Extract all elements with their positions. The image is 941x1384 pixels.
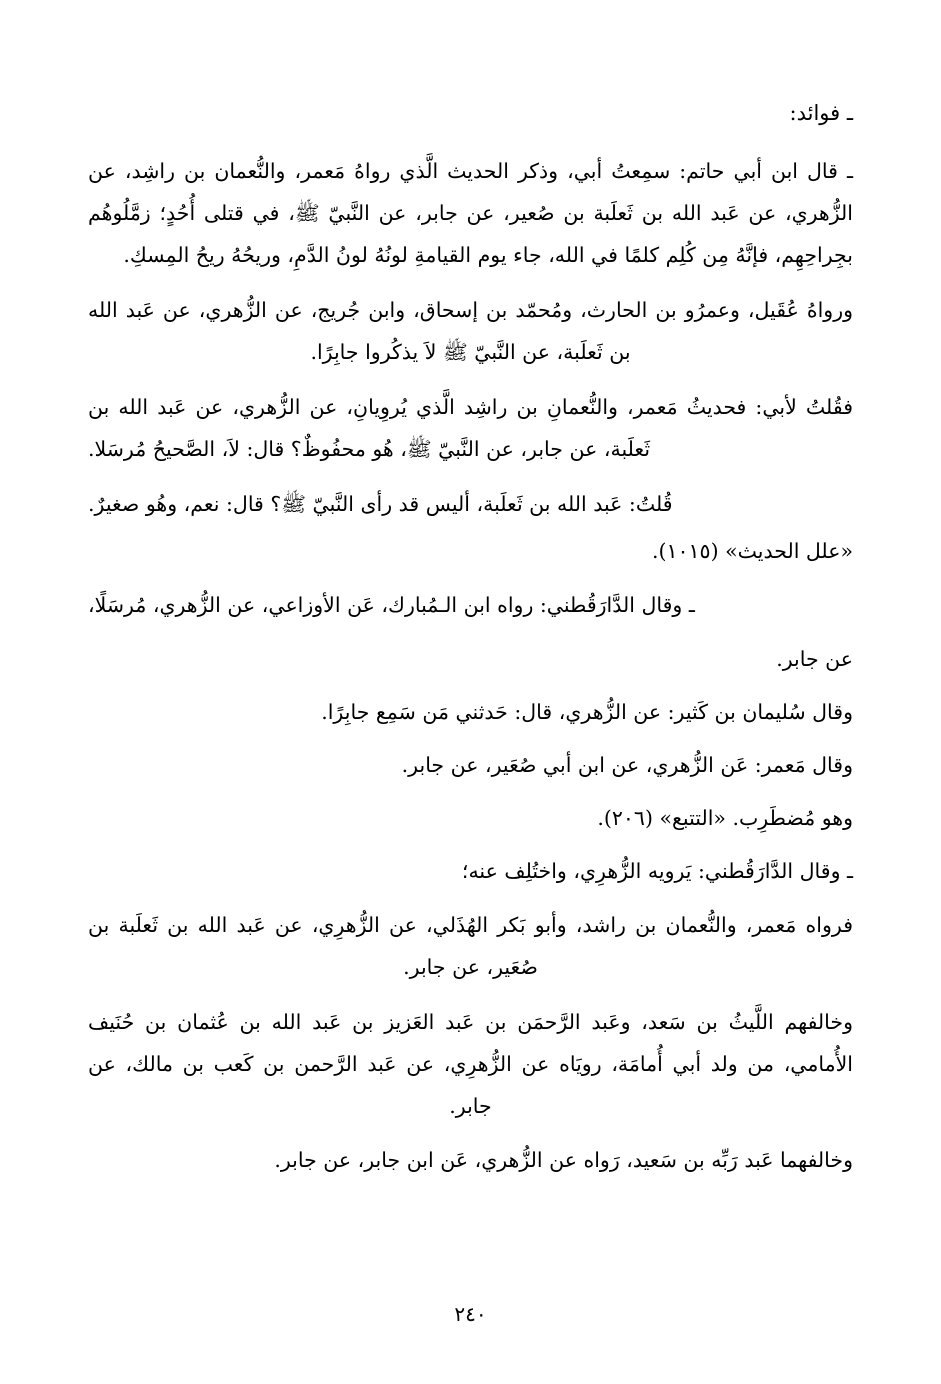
source-reference-ilal-hadith: «علل الحديث» (١٠١٥). (652, 538, 853, 563)
paragraph-10: وهو مُضطَرِب. «التتبع» (٢٠٦). (597, 805, 853, 830)
paragraph-12: فرواه مَعمر، والنُّعمان بن راشد، وأبو بَكر الهُذَلي، عن الزُّهرِي، عن عَبد الله بن ثَعلَبة بن صُعَير، عن جابر. (88, 912, 853, 979)
paragraph-8: وقال سُليمان بن كَثير: عن الزُّهري، قال: حَدثني مَن سَمِع جابِرًا. (321, 699, 853, 724)
paragraph-13: وخالفهم اللَّيثُ بن سَعد، وعَبد الرَّحمَن بن عَبد العَزيز بن عَبد الله بن عُثمان بن حُنَيف الأُمامي، من ولد أبي أُمامَة، رويَاه عن الزُّهرِي، عن عَبد الرَّحمن بن كَعب بن مالك، عن جابر. (88, 1009, 854, 1118)
paragraph-2: ورواهُ عُقَيل، وعمرُو بن الحارث، ومُحمّد بن إسحاق، وابن جُريج، عن الزُّهري، عن عَبد الله بن ثَعلَبة، عن النَّبيّ ﷺ لاَ يذكُروا جابِرًا. (88, 297, 853, 364)
paragraph-3: فقُلتُ لأبي: فحديثُ مَعمر، والنُّعمانِ بن راشِد الَّذي يُروِيانِ، عن الزُّهري، عن عَبد الله بن ثَعلَبة، عن جابر، عن النَّبيّ ﷺ، هُو محفُوظٌ؟ قال: لاَ، الصَّحيحُ مُرسَلا. (88, 394, 853, 461)
section-heading: ـ فوائد: (789, 101, 853, 125)
paragraph-14: وخالفهما عَبد رَبِّه بن سَعيد، رَواه عن الزُّهري، عَن ابن جابر، عن جابر. (274, 1147, 853, 1172)
paragraph-4: قُلتُ: عَبد الله بن ثَعلَبة، أليس قد رأى النَّبيّ ﷺ؟ قال: نعم، وهُو صغيرٌ. (88, 491, 673, 516)
paragraph-9: وقال مَعمر: عَن الزُّهري، عن ابن أبي صُعَير، عن جابر. (401, 752, 853, 777)
paragraph-11: ـ وقال الدَّارَقُطني: يَرويه الزُّهرِي، واختُلِف عنه؛ (461, 858, 853, 883)
paragraph-7: عن جابر. (776, 646, 853, 671)
paragraph-6: ـ وقال الدَّارَقُطني: رواه ابن الـمُبارك، عَن الأوزاعي، عن الزُّهري، مُرسَلًا، (88, 592, 695, 617)
paragraph-1: ـ قال ابن أبي حاتم: سمِعتُ أبي، وذكر الحديث الَّذي رواهُ مَعمر، والنُّعمان بن راشِد، عن الزُّهري، عن عَبد الله بن ثَعلَبة بن صُعير، عن جابر، عن النَّبيّ ﷺ، في قتلى أُحُدٍ؛ زمَّلُوهُم بجِراحِهِم، فإنَّهُ مِن كُلِم كلمًا في الله، جاء يوم القيامةِ لونُهُ لونُ الدَّمِ، وريحُهُ ريحُ المِسكِ. (88, 158, 853, 267)
page-number: ٢٤٠ (454, 1302, 487, 1326)
page-content (88, 96, 853, 1181)
